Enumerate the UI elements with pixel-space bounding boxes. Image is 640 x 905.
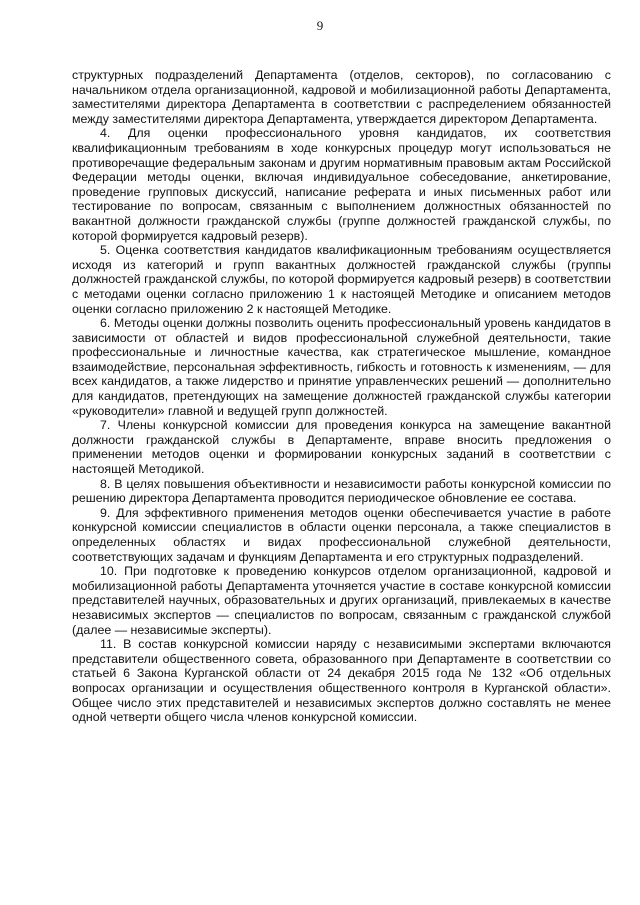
paragraph-9: 9. Для эффективного применения методов оценки обеспечивается участие в работе конкурсной комиссии специалистов в области оценки персонала, а также специалистов в определенных областях и видах профессиональной служебной деятельности, соответствующих задачам и функциям Департамента и его структурных подразделений. (72, 505, 611, 564)
paragraph-5: 5. Оценка соответствия кандидатов квалификационным требованиям осуществляется исходя из категорий и групп вакантных должностей гражданской службы (группы должностей гражданской службы, по которой формируется кадровый резерв) в соответствии с методами оценки согласно приложению 1 к настоящей Методике и описанием методов оценки согласно приложению 2 к настоящей Методике. (72, 243, 611, 316)
paragraph-10: 10. При подготовке к проведению конкурсов отделом организационной, кадровой и мобилизационной работы Департамента уточняется участие в составе конкурсной комиссии представителей научных, образовательных и других организаций, привлекаемых в качестве независимых экспертов — специалистов по вопросам, связанным с гражданской службой (далее — независимые эксперты). (72, 564, 611, 637)
paragraph-4: 4. Для оценки профессионального уровня кандидатов, их соответствия квалификационным требованиям в ходе конкурсных процедур могут использоваться не противоречащие федеральным законам и другим нормативным правовым актам Российской Федерации методы оценки, включая индивидуальное собеседование, анкетирование, проведение групповых дискуссий, написание реферата и иных письменных работ или тестирование по вопросам, связанным с выполнением должностных обязанностей по вакантной должности гражданской службы (группе должностей гражданской службы, по которой формируется кадровый резерв). (72, 126, 611, 243)
paragraph-8: 8. В целях повышения объективности и независимости работы конкурсной комиссии по решению директора Департамента проводится периодическое обновление ее состава. (72, 476, 611, 506)
paragraph-7: 7. Члены конкурсной комиссии для проведения конкурса на замещение вакантной должности гражданской службы в Департаменте, вправе вносить предложения о применении методов оценки и формировании конкурсных заданий в соответствии с настоящей Методикой. (72, 418, 611, 477)
document-body (72, 68, 611, 725)
paragraph-11: 11. В состав конкурсной комиссии наряду с независимыми экспертами включаются представители общественного совета, образованного при Департаменте в соответствии со статьей 6 Закона Курганской области от 24 декабря 2015 года № 132 «Об отдельных вопросах организации и осуществления общественного контроля в Курганской области». Общее число этих представителей и независимых экспертов должно составлять не менее одной четверти общего числа членов конкурсной комиссии. (72, 637, 611, 725)
paragraph-continuation: структурных подразделений Департамента (отделов, секторов), по согласованию с начальником отдела организационной, кадровой и мобилизационной работы Департамента, заместителями директора Департамента в соответствии с распределением обязанностей между заместителями директора Департамента, утверждается директором Департамента. (72, 68, 611, 126)
paragraph-6: 6. Методы оценки должны позволить оценить профессиональный уровень кандидатов в зависимости от областей и видов профессиональной служебной деятельности, такие профессиональные и личностные качества, как стратегическое мышление, командное взаимодействие, персональная эффективность, гибкость и готовность к изменениям, — для всех кандидатов, а также лидерство и принятие управленческих решений — дополнительно для кандидатов, претендующих на замещение должностей гражданской службы категории «руководители» главной и ведущей групп должностей. (72, 316, 611, 418)
page-number: 9 (316, 18, 324, 33)
